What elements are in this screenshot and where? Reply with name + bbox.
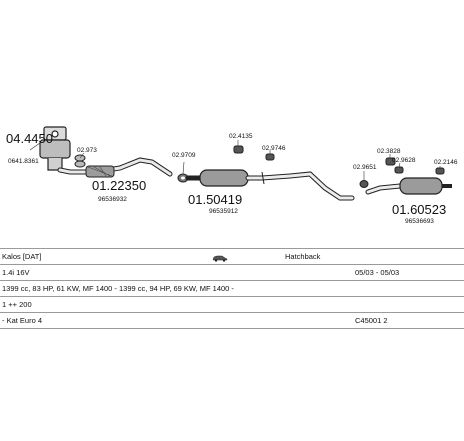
oem-number-label: 96536693 xyxy=(405,218,434,225)
oem-number-label: 0641.8361 xyxy=(8,158,39,165)
part-number-label: 02.9709 xyxy=(172,152,196,159)
part-number-label: 02.4135 xyxy=(229,133,253,140)
part-number-label: 02.973 xyxy=(77,147,97,154)
body-type: Hatchback xyxy=(285,252,321,261)
info-row-specs xyxy=(0,282,464,296)
part-number-label: 01.22350 xyxy=(92,178,147,193)
part-number-label: 02.2146 xyxy=(434,159,458,166)
info-row-engine xyxy=(0,266,464,280)
kit-code: C45001 2 xyxy=(355,316,388,325)
part-number-label: 04.4450 xyxy=(6,131,53,146)
years: 05/03 - 05/03 xyxy=(355,268,400,277)
part-number-label: 01.60523 xyxy=(392,202,447,217)
gasket-drawing xyxy=(75,155,85,167)
info-row-4 xyxy=(0,298,464,312)
info-row-model xyxy=(0,250,464,264)
oem-number-label: 96535912 xyxy=(209,208,238,215)
divider xyxy=(0,328,464,329)
divider xyxy=(0,264,464,265)
rear-silencer-drawing xyxy=(368,178,452,194)
part-number-label: 02.9628 xyxy=(392,157,416,164)
car-icon xyxy=(212,254,228,262)
info-row-emission xyxy=(0,314,464,328)
vehicle-model: Kalos [DAT] xyxy=(2,252,42,261)
part-number-label: 02.9651 xyxy=(353,164,377,171)
info-line: 1 ++ 200 xyxy=(2,300,32,309)
oem-number-label: 96536932 xyxy=(98,196,127,203)
part-number-label: 02.9746 xyxy=(262,145,286,152)
divider xyxy=(0,312,464,313)
part-number-label: 02.3828 xyxy=(377,148,401,155)
divider xyxy=(0,248,464,249)
engine-specs: 1399 cc, 83 HP, 61 KW, MF 1400 - 1399 cc, 94 HP, 69 KW, MF 1400 - xyxy=(2,284,234,293)
part-number-label: 01.50419 xyxy=(188,192,243,207)
divider xyxy=(0,296,464,297)
emission-standard: - Kat Euro 4 xyxy=(2,316,43,325)
divider xyxy=(0,280,464,281)
engine: 1.4i 16V xyxy=(2,268,30,277)
